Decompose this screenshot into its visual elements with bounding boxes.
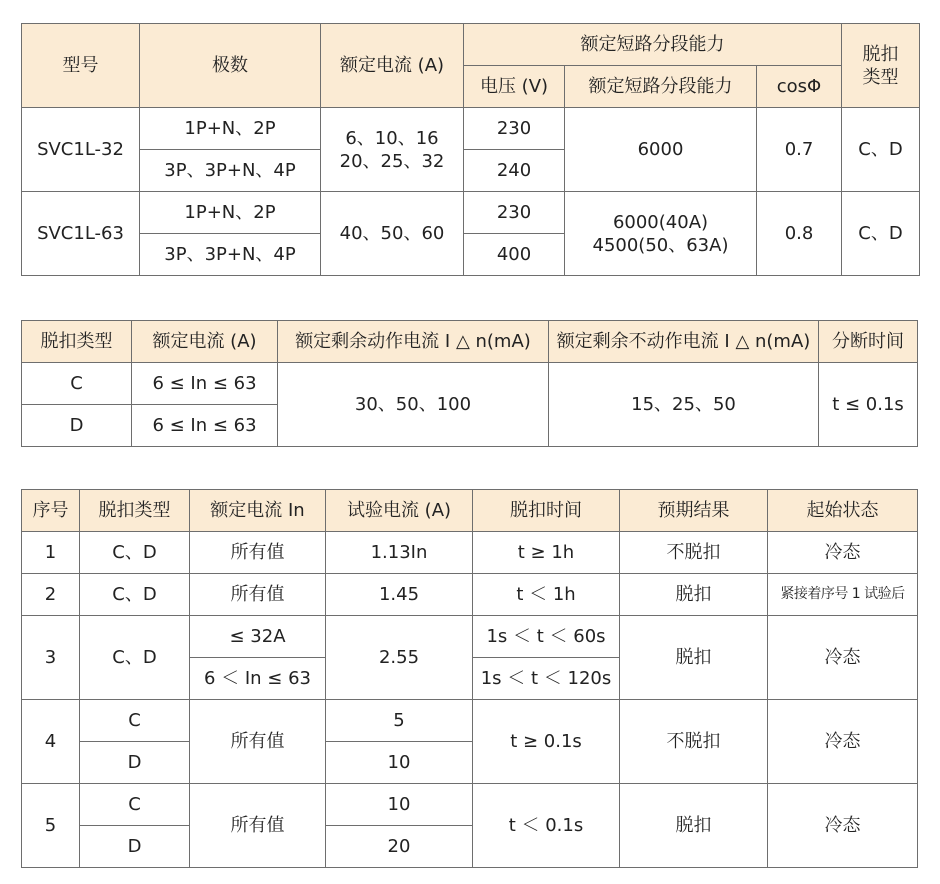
cell-test: 10 bbox=[326, 742, 473, 784]
header-test-current: 试验电流 (A) bbox=[326, 490, 473, 532]
header-trip-time: 脱扣时间 bbox=[473, 490, 620, 532]
cell-poles: 3P、3P+N、4P bbox=[140, 234, 321, 276]
cell-test: 1.45 bbox=[326, 574, 473, 616]
cell-poles: 1P+N、2P bbox=[140, 108, 321, 150]
header-seq: 序号 bbox=[22, 490, 80, 532]
cell-cos: 0.8 bbox=[757, 192, 842, 276]
cell-voltage: 230 bbox=[464, 108, 565, 150]
cell-rated: 所有值 bbox=[190, 784, 326, 868]
cell-non-operating: 15、25、50 bbox=[549, 363, 819, 447]
residual-current-table bbox=[21, 320, 918, 447]
cell-trip: D bbox=[80, 826, 190, 868]
table-row bbox=[22, 574, 918, 616]
cell-time: t ≥ 1h bbox=[473, 532, 620, 574]
table-row bbox=[22, 108, 920, 150]
cell-trip: C、D bbox=[80, 532, 190, 574]
cell-expected: 不脱扣 bbox=[620, 700, 768, 784]
header-cos-phi: cosΦ bbox=[757, 66, 842, 108]
table-row bbox=[22, 363, 918, 405]
cell-test: 20 bbox=[326, 826, 473, 868]
table-row bbox=[22, 192, 920, 234]
cell-trip: C、D bbox=[80, 574, 190, 616]
cell-cos: 0.7 bbox=[757, 108, 842, 192]
cell-time: 1s ＜ t ＜ 60s bbox=[473, 616, 620, 658]
trip-characteristic-table bbox=[21, 489, 918, 868]
cell-seq: 3 bbox=[22, 616, 80, 700]
cell-trip: C、D bbox=[842, 192, 920, 276]
cell-trip: C、D bbox=[842, 108, 920, 192]
cell-expected: 脱扣 bbox=[620, 616, 768, 700]
cell-rated: 所有值 bbox=[190, 574, 326, 616]
cell-expected: 不脱扣 bbox=[620, 532, 768, 574]
cell-time: t ≤ 0.1s bbox=[819, 363, 918, 447]
header-rated-current: 额定电流 (A) bbox=[321, 24, 464, 108]
cell-current: 6 ≤ In ≤ 63 bbox=[132, 405, 278, 447]
cell-seq: 4 bbox=[22, 700, 80, 784]
header-trip-type: 脱扣 类型 bbox=[842, 24, 920, 108]
header-residual-non-operating: 额定剩余不动作电流 I △ n(mA) bbox=[549, 321, 819, 363]
cell-initial: 冷态 bbox=[768, 700, 918, 784]
cell-initial: 紧接着序号 1 试验后 bbox=[768, 574, 918, 616]
cell-time: t ＜ 1h bbox=[473, 574, 620, 616]
header-rated-current: 额定电流 (A) bbox=[132, 321, 278, 363]
cell-trip: C bbox=[80, 784, 190, 826]
cell-initial: 冷态 bbox=[768, 784, 918, 868]
cell-capacity: 6000(40A) 4500(50、63A) bbox=[565, 192, 757, 276]
header-trip-type: 脱扣类型 bbox=[80, 490, 190, 532]
header-break-time: 分断时间 bbox=[819, 321, 918, 363]
cell-expected: 脱扣 bbox=[620, 784, 768, 868]
table-row bbox=[22, 784, 918, 826]
cell-test: 2.55 bbox=[326, 616, 473, 700]
header-model: 型号 bbox=[22, 24, 140, 108]
cell-operating: 30、50、100 bbox=[278, 363, 549, 447]
cell-rated: 6 ＜ In ≤ 63 bbox=[190, 658, 326, 700]
header-residual-operating: 额定剩余动作电流 I △ n(mA) bbox=[278, 321, 549, 363]
header-voltage: 电压 (V) bbox=[464, 66, 565, 108]
header-initial: 起始状态 bbox=[768, 490, 918, 532]
cell-seq: 1 bbox=[22, 532, 80, 574]
header-breaking-capacity-sub: 额定短路分段能力 bbox=[565, 66, 757, 108]
cell-rated: 所有值 bbox=[190, 700, 326, 784]
cell-test: 1.13In bbox=[326, 532, 473, 574]
cell-time: t ＜ 0.1s bbox=[473, 784, 620, 868]
header-trip-type: 脱扣类型 bbox=[22, 321, 132, 363]
cell-time: t ≥ 0.1s bbox=[473, 700, 620, 784]
cell-current: 6、10、16 20、25、32 bbox=[321, 108, 464, 192]
cell-test: 10 bbox=[326, 784, 473, 826]
table-row bbox=[22, 700, 918, 742]
cell-poles: 3P、3P+N、4P bbox=[140, 150, 321, 192]
cell-model: SVC1L-63 bbox=[22, 192, 140, 276]
cell-initial: 冷态 bbox=[768, 616, 918, 700]
cell-poles: 1P+N、2P bbox=[140, 192, 321, 234]
cell-trip: D bbox=[22, 405, 132, 447]
cell-seq: 5 bbox=[22, 784, 80, 868]
cell-seq: 2 bbox=[22, 574, 80, 616]
cell-initial: 冷态 bbox=[768, 532, 918, 574]
cell-rated: 所有值 bbox=[190, 532, 326, 574]
header-breaking-capacity: 额定短路分段能力 bbox=[464, 24, 842, 66]
cell-rated: ≤ 32A bbox=[190, 616, 326, 658]
table-row bbox=[22, 532, 918, 574]
header-rated-current: 额定电流 In bbox=[190, 490, 326, 532]
cell-test: 5 bbox=[326, 700, 473, 742]
cell-voltage: 230 bbox=[464, 192, 565, 234]
header-poles: 极数 bbox=[140, 24, 321, 108]
cell-model: SVC1L-32 bbox=[22, 108, 140, 192]
cell-trip: C bbox=[80, 700, 190, 742]
cell-time: 1s ＜ t ＜ 120s bbox=[473, 658, 620, 700]
header-expected: 预期结果 bbox=[620, 490, 768, 532]
breaking-capacity-table bbox=[21, 23, 920, 276]
cell-voltage: 400 bbox=[464, 234, 565, 276]
table-row bbox=[22, 616, 918, 658]
cell-trip: C、D bbox=[80, 616, 190, 700]
cell-expected: 脱扣 bbox=[620, 574, 768, 616]
cell-voltage: 240 bbox=[464, 150, 565, 192]
cell-capacity: 6000 bbox=[565, 108, 757, 192]
cell-current: 6 ≤ In ≤ 63 bbox=[132, 363, 278, 405]
cell-current: 40、50、60 bbox=[321, 192, 464, 276]
cell-trip: C bbox=[22, 363, 132, 405]
cell-trip: D bbox=[80, 742, 190, 784]
